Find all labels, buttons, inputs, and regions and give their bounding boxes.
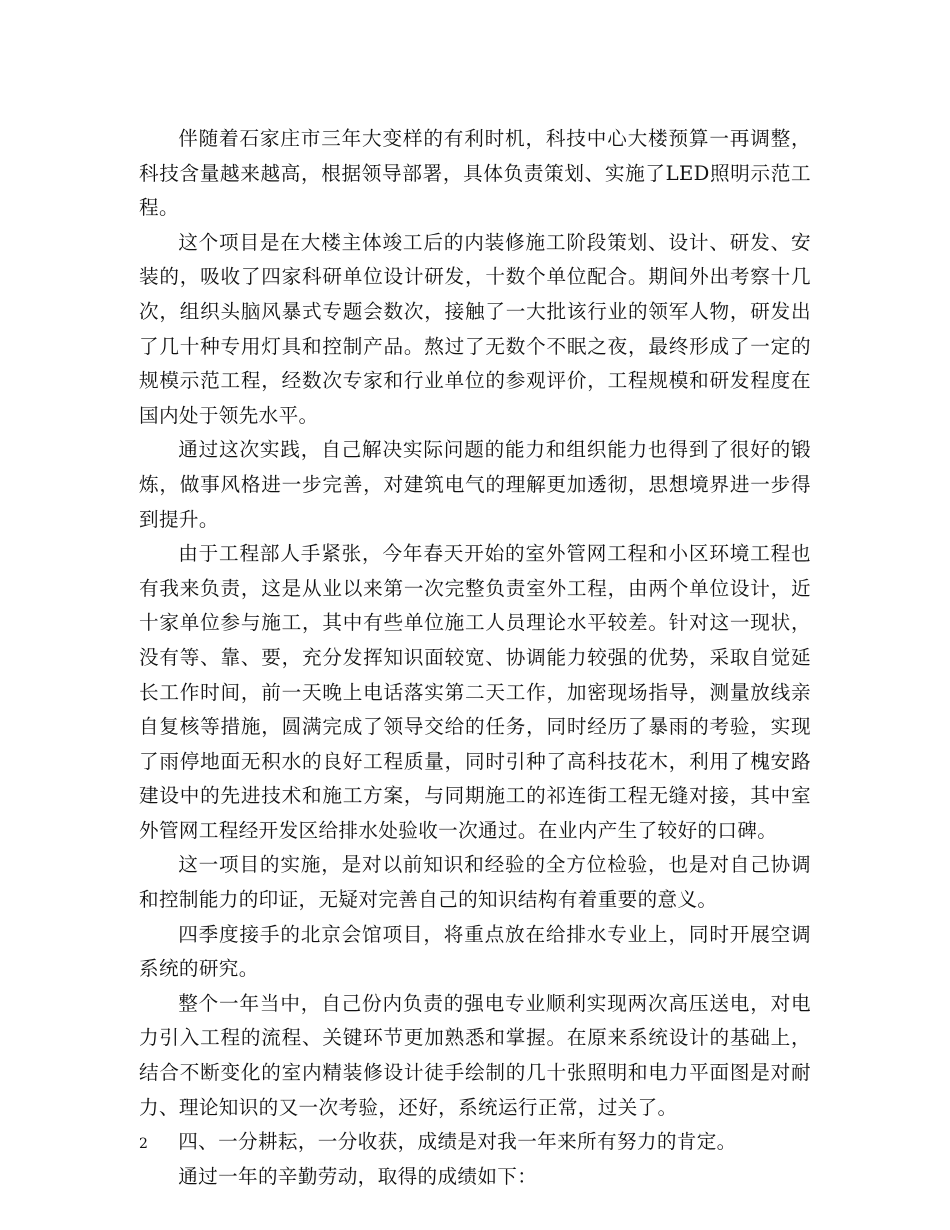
page-number: 2 xyxy=(139,1136,148,1152)
paragraph-practice-result: 通过这次实践，自己解决实际问题的能力和组织能力也得到了很好的锻炼，做事风格进一步完善，对建筑电气的理解更加透彻，思想境界进一步得到提升。 xyxy=(139,438,811,531)
paragraph-project-significance: 这一项目的实施，是对以前知识和经验的全方位检验，也是对自己协调和控制能力的印证，无疑对完善自己的知识结构有着重要的意义。 xyxy=(139,853,811,912)
paragraph-beijing-project: 四季度接手的北京会馆项目，将重点放在给排水专业上，同时开展空调系统的研究。 xyxy=(139,922,811,981)
paragraph-led-project: 伴随着石家庄市三年大变样的有利时机，科技中心大楼预算一再调整，科技含量越来越高，根据领导部署，具体负责策划、实施了LED照明示范工程。 xyxy=(139,127,811,220)
paragraph-achievements-intro: 通过一年的辛勤劳动，取得的成绩如下： xyxy=(178,1164,538,1188)
section-heading-achievements: 四、一分耕耘，一分收获，成绩是对我一年来所有努力的肯定。 xyxy=(178,1130,737,1154)
paragraph-project-description: 这个项目是在大楼主体竣工后的内装修施工阶段策划、设计、研发、安装的，吸收了四家科研单位设计研发，十数个单位配合。期间外出考察十几次，组织头脑风暴式专题会数次，接触了一大批该行业的领军人物，研发出了几十种专用灯具和控制产品。熬过了无数个不眠之夜，最终形成了一定的规模示范工程，经数次专家和行业单位的参观评价，工程规模和研发程度在国内处于领先水平。 xyxy=(139,230,811,427)
body-text xyxy=(139,122,811,1194)
paragraph-outdoor-works: 由于工程部人手紧张，今年春天开始的室外管网工程和小区环境工程也有我来负责，这是从业以来第一次完整负责室外工程，由两个单位设计，近十家单位参与施工，其中有些单位施工人员理论水平较差。针对这一现状，没有等、靠、要，充分发挥知识面较宽、协调能力较强的优势，采取自觉延长工作时间，前一天晚上电话落实第二天工作，加密现场指导，测量放线亲自复核等措施，圆满完成了领导交给的任务，同时经历了暴雨的考验，实现了雨停地面无积水的良好工程质量，同时引种了高科技花木，利用了槐安路建设中的先进技术和施工方案，与同期施工的祁连街工程无缝对接，其中室外管网工程经开发区给排水处验收一次通过。在业内产生了较好的口碑。 xyxy=(139,542,811,842)
paragraph-power-supply: 整个一年当中，自己份内负责的强电专业顺利实现两次高压送电，对电力引入工程的流程、关键环节更加熟悉和掌握。在原来系统设计的基础上，结合不断变化的室内精装修设计徒手绘制的几十张照明和电力平面图是对耐力、理论知识的又一次考验，还好，系统运行正常，过关了。 xyxy=(139,991,811,1119)
